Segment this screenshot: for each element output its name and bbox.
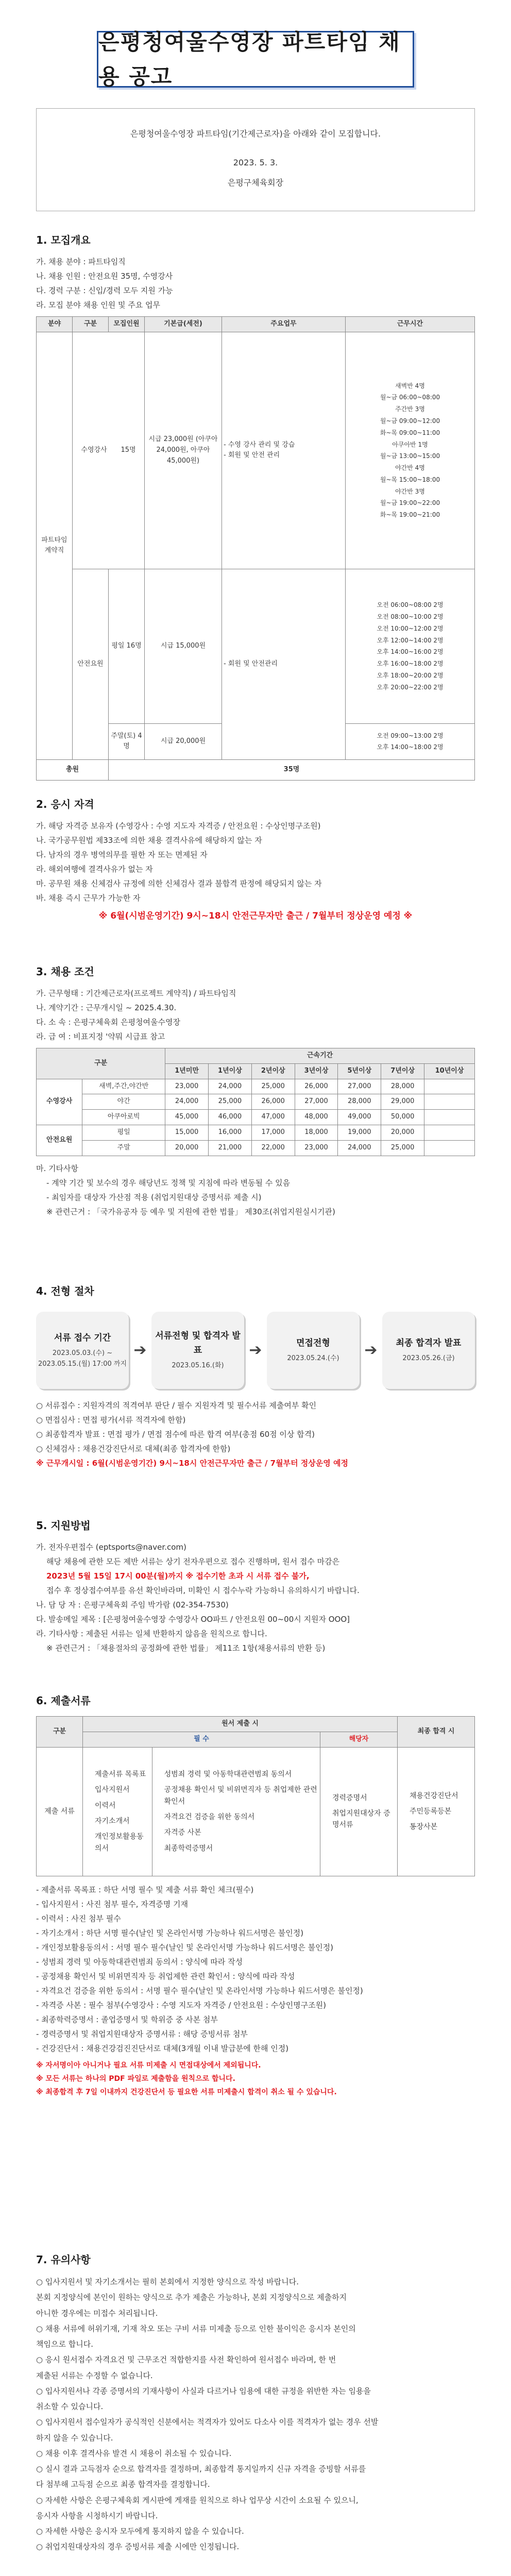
text-line: ○ 최종합격자 발표 : 면접 평가 / 면접 점수에 따른 합격 여부(총점 60점 이상 합격) (36, 1430, 315, 1439)
section-title: 2. 응시 자격 (36, 798, 94, 810)
text-line: - 경력증명서 및 취업지원대상자 증명서류 : 해당 증빙서류 첨부 (36, 2029, 248, 2039)
list-item: 자기소개서 (95, 1817, 130, 1826)
text-line: 나. 채용 인원 : 안전요원 35명, 수영강사 (36, 272, 173, 281)
text-line: - 제출서류 목록표 : 하단 서명 필수 및 제출 서류 확인 체크(필수) (36, 1885, 254, 1894)
section-qualification (36, 796, 475, 925)
section-documents (36, 1692, 475, 2100)
hours-line: 오전 09:00~13:00 2명 (377, 732, 444, 739)
step-date: 2023.05.24.(수) (287, 1354, 339, 1363)
field-cell: 파트타임 계약직 (37, 332, 73, 759)
text-line: - 성범죄 경력 및 아동학대관련범죄 동의서 : 양식에 따라 작성 (36, 1957, 243, 1967)
text-line: 아니한 경우에는 미접수 처리됩니다. (36, 2308, 158, 2318)
list-item: 취업지원대상자 증명서류 (332, 1809, 390, 1829)
pay-value: 24,000 (165, 1094, 209, 1110)
duty-cell: - 수영 강사 관리 및 강습 - 회원 및 안전 관리 (222, 332, 346, 569)
group-cell: 안전요원 (37, 1125, 82, 1156)
text-line: ○ 실시 결과 고득점자 순으로 합격자를 결정하며, 최종합격 통지일까지 신규 자격을 증빙할 서류를 (36, 2464, 366, 2473)
text-line: 본회 지정양식에 본인이 원하는 양식으로 추가 제출은 가능하나, 본회 지정양식으로 제출하지 (36, 2293, 347, 2302)
text-line: 나. 계약기간 : 근무개시일 ~ 2025.4.30. (36, 1003, 177, 1012)
documents-table (36, 1716, 475, 1876)
pay-value: 15,000 (165, 1125, 209, 1140)
hours-line: 오후 20:00~22:00 2명 (377, 683, 444, 691)
text-line: 제출된 서류는 수정할 수 없습니다. (36, 2370, 153, 2380)
text-line: ※ 관련근거 : 「채용절차의 공정화에 관한 법률」 제11조 1항(채용서류의 반환 등) (46, 1643, 326, 1653)
text-line: - 입사지원서 : 사진 첨부 필수, 자격증명 기재 (36, 1899, 188, 1909)
text-line: 가. 근무형태 : 기간제근로자(프로젝트 계약직) / 파트타임직 (36, 989, 236, 998)
pay-value (424, 1094, 475, 1110)
step-title: 서류 접수 기간 (54, 1332, 111, 1343)
pay-value: 23,000 (295, 1140, 338, 1156)
intro-text: 은평청여울수영장 파트타임(기간제근로자)을 아래와 같이 모집합니다. (130, 129, 381, 139)
list-item: 경력증명서 (332, 1793, 367, 1802)
text-line: - 자기소개서 : 하단 서명 필수(날인 및 온라인서명 가능하나 워드서명은 불인정) (36, 1928, 304, 1938)
text-line: 2023년 5월 15일 17시 00분(월)까지 ※ 접수기한 초과 시 서류 접수 불가, (46, 1571, 310, 1581)
warning-line: ※ 근무개시일 : 6월(시범운영기간) 9시~18시 안전근무자만 출근 / 7월부터 정상운영 예정 (36, 1459, 348, 1468)
process-flow (36, 1312, 475, 1389)
pay-value (424, 1125, 475, 1140)
step-date: 2023.05.26.(금) (402, 1354, 455, 1363)
pay-cell: 시급 15,000원 (145, 569, 222, 723)
hours-line: 야간반 3명 (395, 487, 425, 495)
kind-cell: 주말 (82, 1140, 165, 1156)
title-box (97, 31, 414, 88)
text-line: 라. 해외여행에 결격사유가 없는 자 (36, 865, 153, 874)
text-line: - 이력서 : 사진 첨부 필수 (36, 1913, 121, 1923)
text-line: - 개인정보활용동의서 : 서명 필수 필수(날인 및 온라인서명 가능하나 워드서명은 불인정) (36, 1942, 334, 1952)
arrow-right-icon: ➔ (133, 1341, 147, 1359)
pay-value: 49,000 (338, 1110, 381, 1125)
table-header: 구분 (73, 317, 109, 332)
text-line: 마. 기타사항 (36, 1163, 78, 1173)
text-line: 라. 급 여 : 비표지정 '약뭐 시급표 참고 (36, 1032, 165, 1041)
total-value: 35명 (109, 759, 475, 780)
pay-value: 21,000 (209, 1140, 252, 1156)
list-item: 제출서류 목록표 (95, 1770, 146, 1778)
pay-value: 23,000 (165, 1079, 209, 1094)
text-line: 라. 모집 분야 채용 인원 및 주요 업무 (36, 300, 161, 310)
table-header: 1년미만 (165, 1063, 209, 1079)
pay-value: 25,000 (209, 1094, 252, 1110)
hours-line: 월~금 13:00~15:00 (380, 452, 440, 460)
table-header: 1년이상 (209, 1063, 252, 1079)
list-item: 자격요건 검증을 위한 동의서 (164, 1813, 255, 1822)
section-title: 4. 전형 절차 (36, 1285, 94, 1297)
section-title: 6. 제출서류 (36, 1694, 91, 1707)
pay-value: 20,000 (381, 1125, 424, 1140)
table-header: 근속기간 (165, 1048, 475, 1064)
table-header: 구분 (37, 1717, 83, 1748)
list-item: 공정채용 확인서 및 비위면직자 등 취업제한 관련 확인서 (164, 1786, 317, 1806)
text-line: 다 첨부해 고득점 순으로 최종 합격자를 결정합니다. (36, 2480, 210, 2489)
text-line: 라. 기타사항 : 제출된 서류는 일체 반환하지 않음을 원칙으로 합니다. (36, 1629, 267, 1638)
text-line: 해당 채용에 관한 모든 제반 서류는 상기 전자우편으로 접수 진행하며, 원서 접수 마감은 (46, 1557, 340, 1566)
hours-line: 월~목 15:00~18:00 (380, 476, 440, 483)
step-title: 최종 합격자 발표 (396, 1338, 462, 1348)
table-header: 3년이상 (295, 1063, 338, 1079)
text-line: 가. 해당 자격증 보유자 (수영강사 : 수영 지도자 자격증 / 안전요원 : 수상인명구조원) (36, 821, 321, 831)
kind-cell: 야간 (82, 1094, 165, 1110)
recruit-table (36, 316, 475, 781)
kind-cell: 새벽,주간,야간반 (82, 1079, 165, 1094)
text-line: ○ 채용 이후 결격사유 발견 시 채용이 취소될 수 있습니다. (36, 2448, 232, 2458)
text-line: ○ 자세한 사항은 응시자 모두에게 통지하지 않을 수 있습니다. (36, 2527, 244, 2536)
hours-line: 오후 18:00~20:00 2명 (377, 671, 444, 679)
pay-cell: 시급 23,000원 (아쿠아 24,000원, 아쿠아 45,000원) (145, 332, 222, 569)
pay-value: 25,000 (381, 1140, 424, 1156)
list-item: 개인정보활용동의서 (95, 1833, 144, 1853)
text-line: 바. 채용 즉시 근무가 가능한 자 (36, 893, 141, 903)
pay-value (424, 1140, 475, 1156)
text-line: - 건강진단서 : 채용건강검진진단서로 대체(3개월 이내 발급분에 한해 인정) (36, 2043, 289, 2053)
page-title: 은평청여울수영장 파트타임 채용 공고 (98, 29, 401, 89)
intro-org: 은평구체육회장 (227, 178, 284, 188)
text-line: ○ 채용 서류에 허위기재, 기재 착오 또는 구비 서류 미제출 등으로 인한 불이익은 응시자 본인의 (36, 2324, 356, 2333)
list-item: 채용건강진단서 (410, 1791, 458, 1800)
count-label: 15명 (121, 446, 136, 454)
text-span: ○ 입사지원서 및 자기소개서는 필히 본회에서 지정한 양식으로 작성 바랍니다. (36, 2277, 299, 2286)
list-item: 주민등록등본 (410, 1807, 452, 1816)
intro-box (36, 108, 475, 211)
arrow-right-icon: ➔ (249, 1341, 262, 1359)
table-header: 2년이상 (251, 1063, 295, 1079)
text-line: ○ 취업지원대상자의 경우 증빙서류 제출 시에만 인정됩니다. (36, 2542, 240, 2552)
type-cell: 안전요원 (73, 569, 109, 759)
text-line: 책임으로 합니다. (36, 2340, 93, 2349)
list-item: 성범죄 경력 및 아동학대관련범죄 동의서 (164, 1770, 292, 1778)
pay-value: 22,000 (251, 1140, 295, 1156)
pay-value: 25,000 (251, 1079, 295, 1094)
pay-value: 47,000 (251, 1110, 295, 1125)
final-list-cell (398, 1747, 475, 1876)
arrow-right-icon: ➔ (364, 1341, 378, 1359)
table-header: 기본급(세전) (145, 317, 222, 332)
pay-cell: 시급 20,000원 (145, 723, 222, 759)
text-line: ※ 관련근거 : 「국가유공자 등 예우 및 지원에 관한 법률」 제30조(취업지원실시기관) (46, 1207, 335, 1216)
step-date: 2023.05.16.(화) (172, 1361, 224, 1369)
opt-list-cell (320, 1747, 398, 1876)
type-label: 수영강사 (81, 446, 107, 454)
section-recruit-overview (36, 232, 475, 781)
pay-table (36, 1048, 475, 1156)
pay-value: 28,000 (338, 1094, 381, 1110)
list-item: 이력서 (95, 1801, 116, 1810)
sub-cell: 평일 16명 (109, 569, 145, 723)
hours-line: 오후 12:00~14:00 2명 (377, 636, 444, 644)
section-title: 5. 지원방법 (36, 1519, 91, 1532)
section-title: 1. 모집개요 (36, 234, 91, 246)
list-item: 최종학력증명서 (164, 1844, 213, 1853)
text-line: 응시자 사항을 시청하시기 바랍니다. (36, 2511, 158, 2520)
hours-line: 주간반 3명 (395, 405, 425, 413)
pay-value: 45,000 (165, 1110, 209, 1125)
text-line: 나. 국가공무원법 제33조에 의한 채용 결격사유에 해당하지 않는 자 (36, 836, 262, 845)
sub-cell: 주말(토) 4명 (109, 723, 145, 759)
hours-line: 월~금 06:00~08:00 (380, 394, 440, 401)
table-header: 최종 합격 시 (398, 1717, 475, 1748)
process-step (36, 1312, 129, 1389)
table-header: 분야 (37, 317, 73, 332)
text-line: 가. 채용 분야 : 파트타임직 (36, 257, 126, 266)
pay-value: 28,000 (381, 1079, 424, 1094)
hours-line: 화~목 19:00~21:00 (380, 511, 440, 519)
type-cell (73, 332, 145, 569)
warning-line: ※ 6월(시범운영기간) 9시~18시 안전근무자만 출근 / 7월부터 정상운영 예정 ※ (98, 911, 413, 921)
hours-line: 월~금 09:00~12:00 (380, 417, 440, 425)
text-line: 다. 경력 구분 : 신입/경력 모두 지원 가능 (36, 286, 173, 295)
text-line: 다. 남자의 경우 병역의무를 필한 자 또는 면제된 자 (36, 850, 208, 859)
section-apply (36, 1517, 475, 1656)
must-list-cell (152, 1747, 320, 1876)
table-header: 5년이상 (338, 1063, 381, 1079)
text-line: ○ 자세한 사항은 은평구체육회 게시판에 게재를 원칙으로 하나 업무상 시간이 소요될 수 있으니, (36, 2495, 359, 2505)
pay-value: 29,000 (381, 1094, 424, 1110)
process-step (382, 1312, 475, 1389)
hours-line: 월~금 19:00~22:00 (380, 499, 440, 507)
pay-value (424, 1110, 475, 1125)
process-step (151, 1312, 244, 1389)
text-line: - 최임자를 대상자 가산점 적용 (취업지원대상 증명서류 제출 시) (46, 1192, 262, 1202)
process-step (267, 1312, 360, 1389)
list-item: 통장사본 (410, 1823, 438, 1832)
text-line: 다. 소 속 : 은평구체육회 은평청여울수영장 (36, 1018, 180, 1027)
pay-value: 17,000 (251, 1125, 295, 1140)
table-header: 원서 제출 시 (83, 1717, 398, 1732)
text-line: 나. 담 당 자 : 은평구체육회 주임 박가람 (02-354-7530) (36, 1600, 229, 1609)
text-line: - 공정채용 확인서 및 비위면직자 등 취업제한 관련 확인서 : 양식에 따라 작성 (36, 1971, 295, 1981)
hours-line: 화~목 09:00~11:00 (380, 429, 440, 436)
text-line: 취소할 수 있습니다. (36, 2402, 104, 2411)
text-line (36, 2275, 475, 2289)
hours-cell (346, 332, 475, 569)
text-line: ○ 입사지원서 접수일자가 공식적인 신분에서는 적격자가 있어도 다소사 이를 적격자가 없는 경우 선발 (36, 2417, 379, 2427)
hours-line: 아쿠아반 1명 (392, 440, 428, 448)
table-header: 해당자 (320, 1732, 398, 1747)
table-header: 필 수 (83, 1732, 320, 1747)
table-header: 근무시간 (346, 317, 475, 332)
text-line: - 계약 기간 및 보수의 경우 해당년도 정책 및 지침에 따라 변동될 수 있음 (46, 1178, 291, 1188)
hours-line: 오후 14:00~18:00 2명 (377, 743, 444, 751)
pay-value: 50,000 (381, 1110, 424, 1125)
pay-value: 26,000 (251, 1094, 295, 1110)
pay-value: 46,000 (209, 1110, 252, 1125)
text-line: - 자격증 사본 : 필수 첨부(수영강사 : 수영 지도자 자격증 / 안전요원 : 수상인명구조원) (36, 2000, 326, 2010)
text-line: ○ 신체검사 : 채용건강진단서로 대체(최종 합격자에 한함) (36, 1444, 231, 1453)
text-line: ○ 응시 원서접수 자격요건 및 근무조건 적합한지를 사전 확인하여 원서접수 바라며, 한 번 (36, 2355, 336, 2365)
step-date: 2023.05.03.(수) ~ 2023.05.15.(월) 17:00 까지 (38, 1349, 127, 1368)
table-header: 주요업무 (222, 317, 346, 332)
pay-value: 24,000 (209, 1079, 252, 1094)
text-line: 하지 않을 수 있습니다. (36, 2433, 113, 2443)
hours-line: 오전 06:00~08:00 2명 (377, 601, 444, 609)
step-title: 서류전형 및 합격자 발표 (155, 1331, 241, 1355)
pay-value: 19,000 (338, 1125, 381, 1140)
step-title: 면접전형 (296, 1338, 330, 1348)
warning-line: ※ 모든 서류는 하나의 PDF 파일로 제출함을 원칙으로 합니다. (36, 2074, 235, 2083)
hours-cell (346, 569, 475, 723)
text-line: 마. 공무원 채용 신체검사 규정에 의한 신체검사 결과 불합격 판정에 해당되지 않는 자 (36, 879, 322, 888)
table-header: 구분 (37, 1048, 165, 1079)
section-title: 7. 유의사항 (36, 2253, 91, 2266)
pay-value: 27,000 (295, 1094, 338, 1110)
list-item: 자격증 사본 (164, 1828, 201, 1837)
text-line: - 최종학력증명서 : 졸업증명서 및 학위증 중 사본 첨부 (36, 2014, 218, 2024)
label-cell: 제출 서류 (37, 1747, 83, 1876)
section-process (36, 1283, 475, 1471)
warning-line: ※ 자서명이아 아니거나 필요 서류 미제출 시 면접대상에서 제외됩니다. (36, 2061, 261, 2070)
pay-value: 18,000 (295, 1125, 338, 1140)
pay-value: 27,000 (338, 1079, 381, 1094)
total-label: 총원 (37, 759, 109, 780)
pay-value: 20,000 (165, 1140, 209, 1156)
hours-line: 새벽반 4명 (395, 382, 425, 389)
warning-line: ※ 최종합격 후 7일 이내까지 건강진단서 등 필요한 서류 미제출시 합격이 취소 될 수 있습니다. (36, 2088, 337, 2097)
text-line: ○ 입사지원서나 각종 증명서의 기재사항이 사실과 다르거나 임용에 대한 규정을 위반한 자는 임용을 (36, 2386, 371, 2396)
table-header: 10년이상 (424, 1063, 475, 1079)
hours-line: 오전 08:00~10:00 2명 (377, 613, 444, 620)
section-title: 3. 채용 조건 (36, 965, 94, 978)
kind-cell: 평일 (82, 1125, 165, 1140)
section-notes (36, 2251, 475, 2556)
kind-cell: 아쿠아로빅 (82, 1110, 165, 1125)
group-cell: 수영강사 (37, 1079, 82, 1125)
hours-line: 오후 16:00~18:00 2명 (377, 660, 444, 668)
intro-date: 2023. 5. 3. (233, 157, 278, 167)
pay-value (424, 1079, 475, 1094)
pay-value: 24,000 (338, 1140, 381, 1156)
must-list-cell (83, 1747, 152, 1876)
hours-cell (346, 723, 475, 759)
pay-value: 26,000 (295, 1079, 338, 1094)
table-header: 7년이상 (381, 1063, 424, 1079)
hours-line: 야간반 4명 (395, 464, 425, 472)
hours-line: 오전 10:00~12:00 2명 (377, 624, 444, 632)
text-line: 가. 전자우편접수 (eptsports@naver.com) (36, 1543, 186, 1552)
text-line: 접수 후 정상접수여부를 유선 확인바라며, 미확인 시 접수누락 가능하니 유의하시기 바랍니다. (46, 1586, 360, 1595)
duty-cell: - 회원 및 안전관리 (222, 569, 346, 759)
text-line: 다. 발송메일 제목 : [은평청여울수영장 수영강사 OO파트 / 안전요원 00~00시 지원자 OOO] (36, 1615, 350, 1624)
table-header: 모집인원 (109, 317, 145, 332)
text-line: - 자격요건 검증을 위한 동의서 : 서명 필수 필수(날인 및 온라인서명 가능하나 워드서명은 불인정) (36, 1986, 363, 1995)
section-conditions (36, 963, 475, 1220)
text-line: ○ 면접심사 : 면접 평가(서류 적격자에 한함) (36, 1415, 186, 1425)
text-line: ○ 서류접수 : 지원자격의 적격여부 판단 / 필수 지원자격 및 필수서류 제출여부 확인 (36, 1401, 317, 1410)
hours-line: 오후 14:00~16:00 2명 (377, 648, 444, 656)
pay-value: 16,000 (209, 1125, 252, 1140)
pay-value: 48,000 (295, 1110, 338, 1125)
list-item: 입사지원서 (95, 1786, 130, 1794)
